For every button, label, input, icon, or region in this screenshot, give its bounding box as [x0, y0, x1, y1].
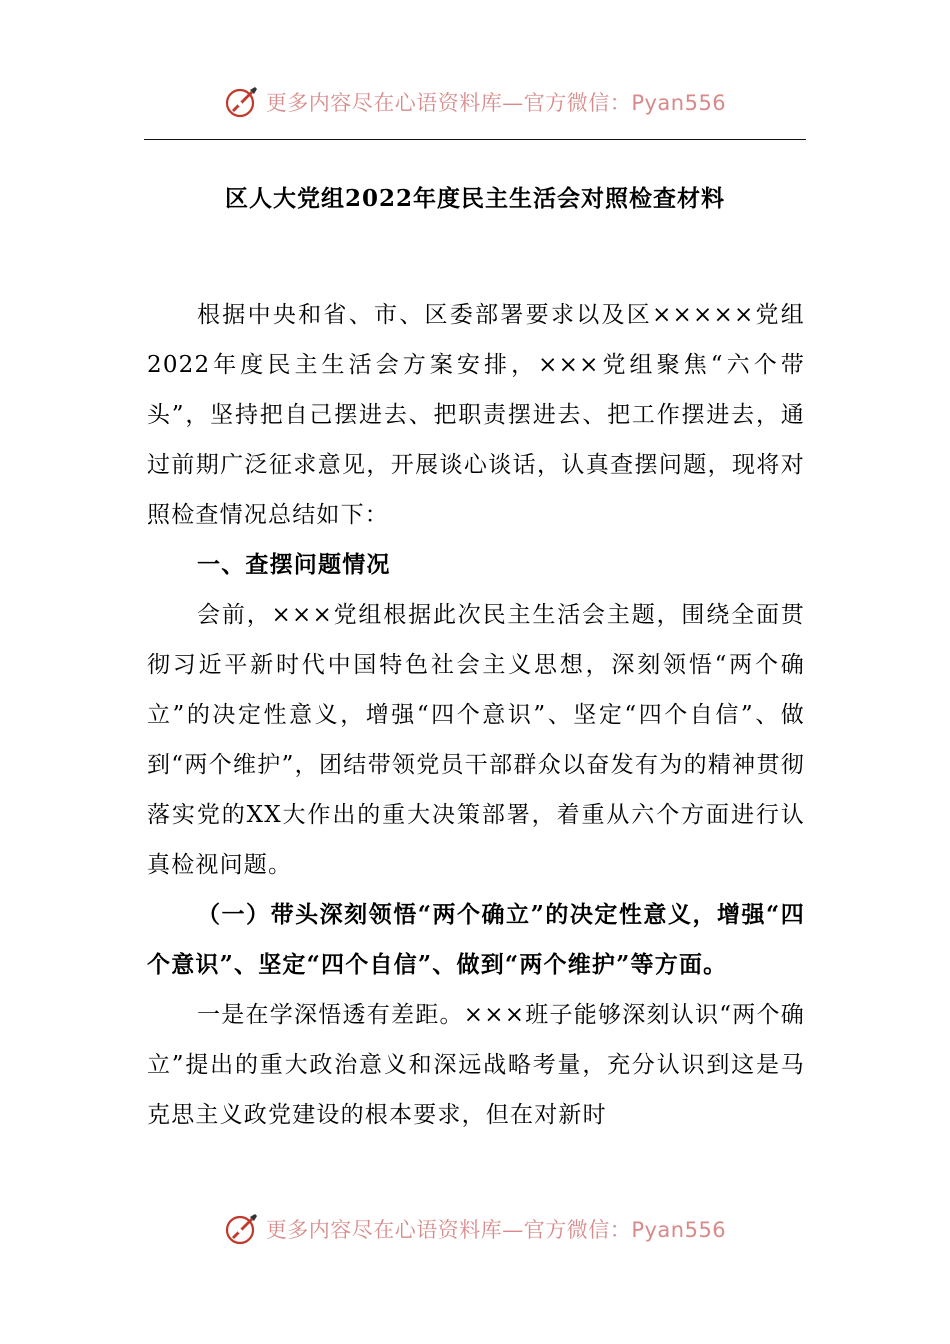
watermark-banner-bottom — [0, 1209, 950, 1249]
subsection-heading: （一）带头深刻领悟“两个确立”的决定性意义，增强“四个意识”、坚定“四个自信”、做到“两个维护”等方面。 — [147, 901, 805, 978]
watermark-text: 更多内容尽在心语资料库—官方微信：Pyan556 — [265, 1218, 727, 1242]
watermark-text: 更多内容尽在心语资料库—官方微信：Pyan556 — [265, 91, 727, 115]
paragraph-point-one: 一是在学深悟透有差距。×××班子能够深刻认识“两个确立”提出的重大政治意义和深远战略考量，充分认识到这是马克思主义政党建设的根本要求，但在对新时 — [147, 1002, 805, 1128]
pen-nib-circle-icon — [224, 1211, 260, 1247]
pen-nib-circle-icon — [224, 84, 260, 120]
header-rule — [144, 139, 806, 140]
document-body — [147, 290, 805, 1140]
document-title: 区人大党组2022年度民主生活会对照检查材料 — [224, 185, 725, 212]
paragraph-overview: 会前，×××党组根据此次民主生活会主题，围绕全面贯彻习近平新时代中国特色社会主义思想，深刻领悟“两个确立”的决定性意义，增强“四个意识”、坚定“四个自信”、做到“两个维护”，团结带领党员干部群众以奋发有为的精神贯彻落实党的XX大作出的重大决策部署，着重从六个方面进行认真检视问题。 — [147, 602, 805, 878]
section-heading: 一、查摆问题情况 — [197, 551, 391, 578]
paragraph-intro: 根据中央和省、市、区委部署要求以及区×××××党组2022年度民主生活会方案安排，×××党组聚焦“六个带头”，坚持把自己摆进去、把职责摆进去、把工作摆进去，通过前期广泛征求意见，开展谈心谈话，认真查摆问题，现将对照检查情况总结如下： — [147, 302, 805, 528]
watermark-banner-top — [0, 82, 950, 122]
